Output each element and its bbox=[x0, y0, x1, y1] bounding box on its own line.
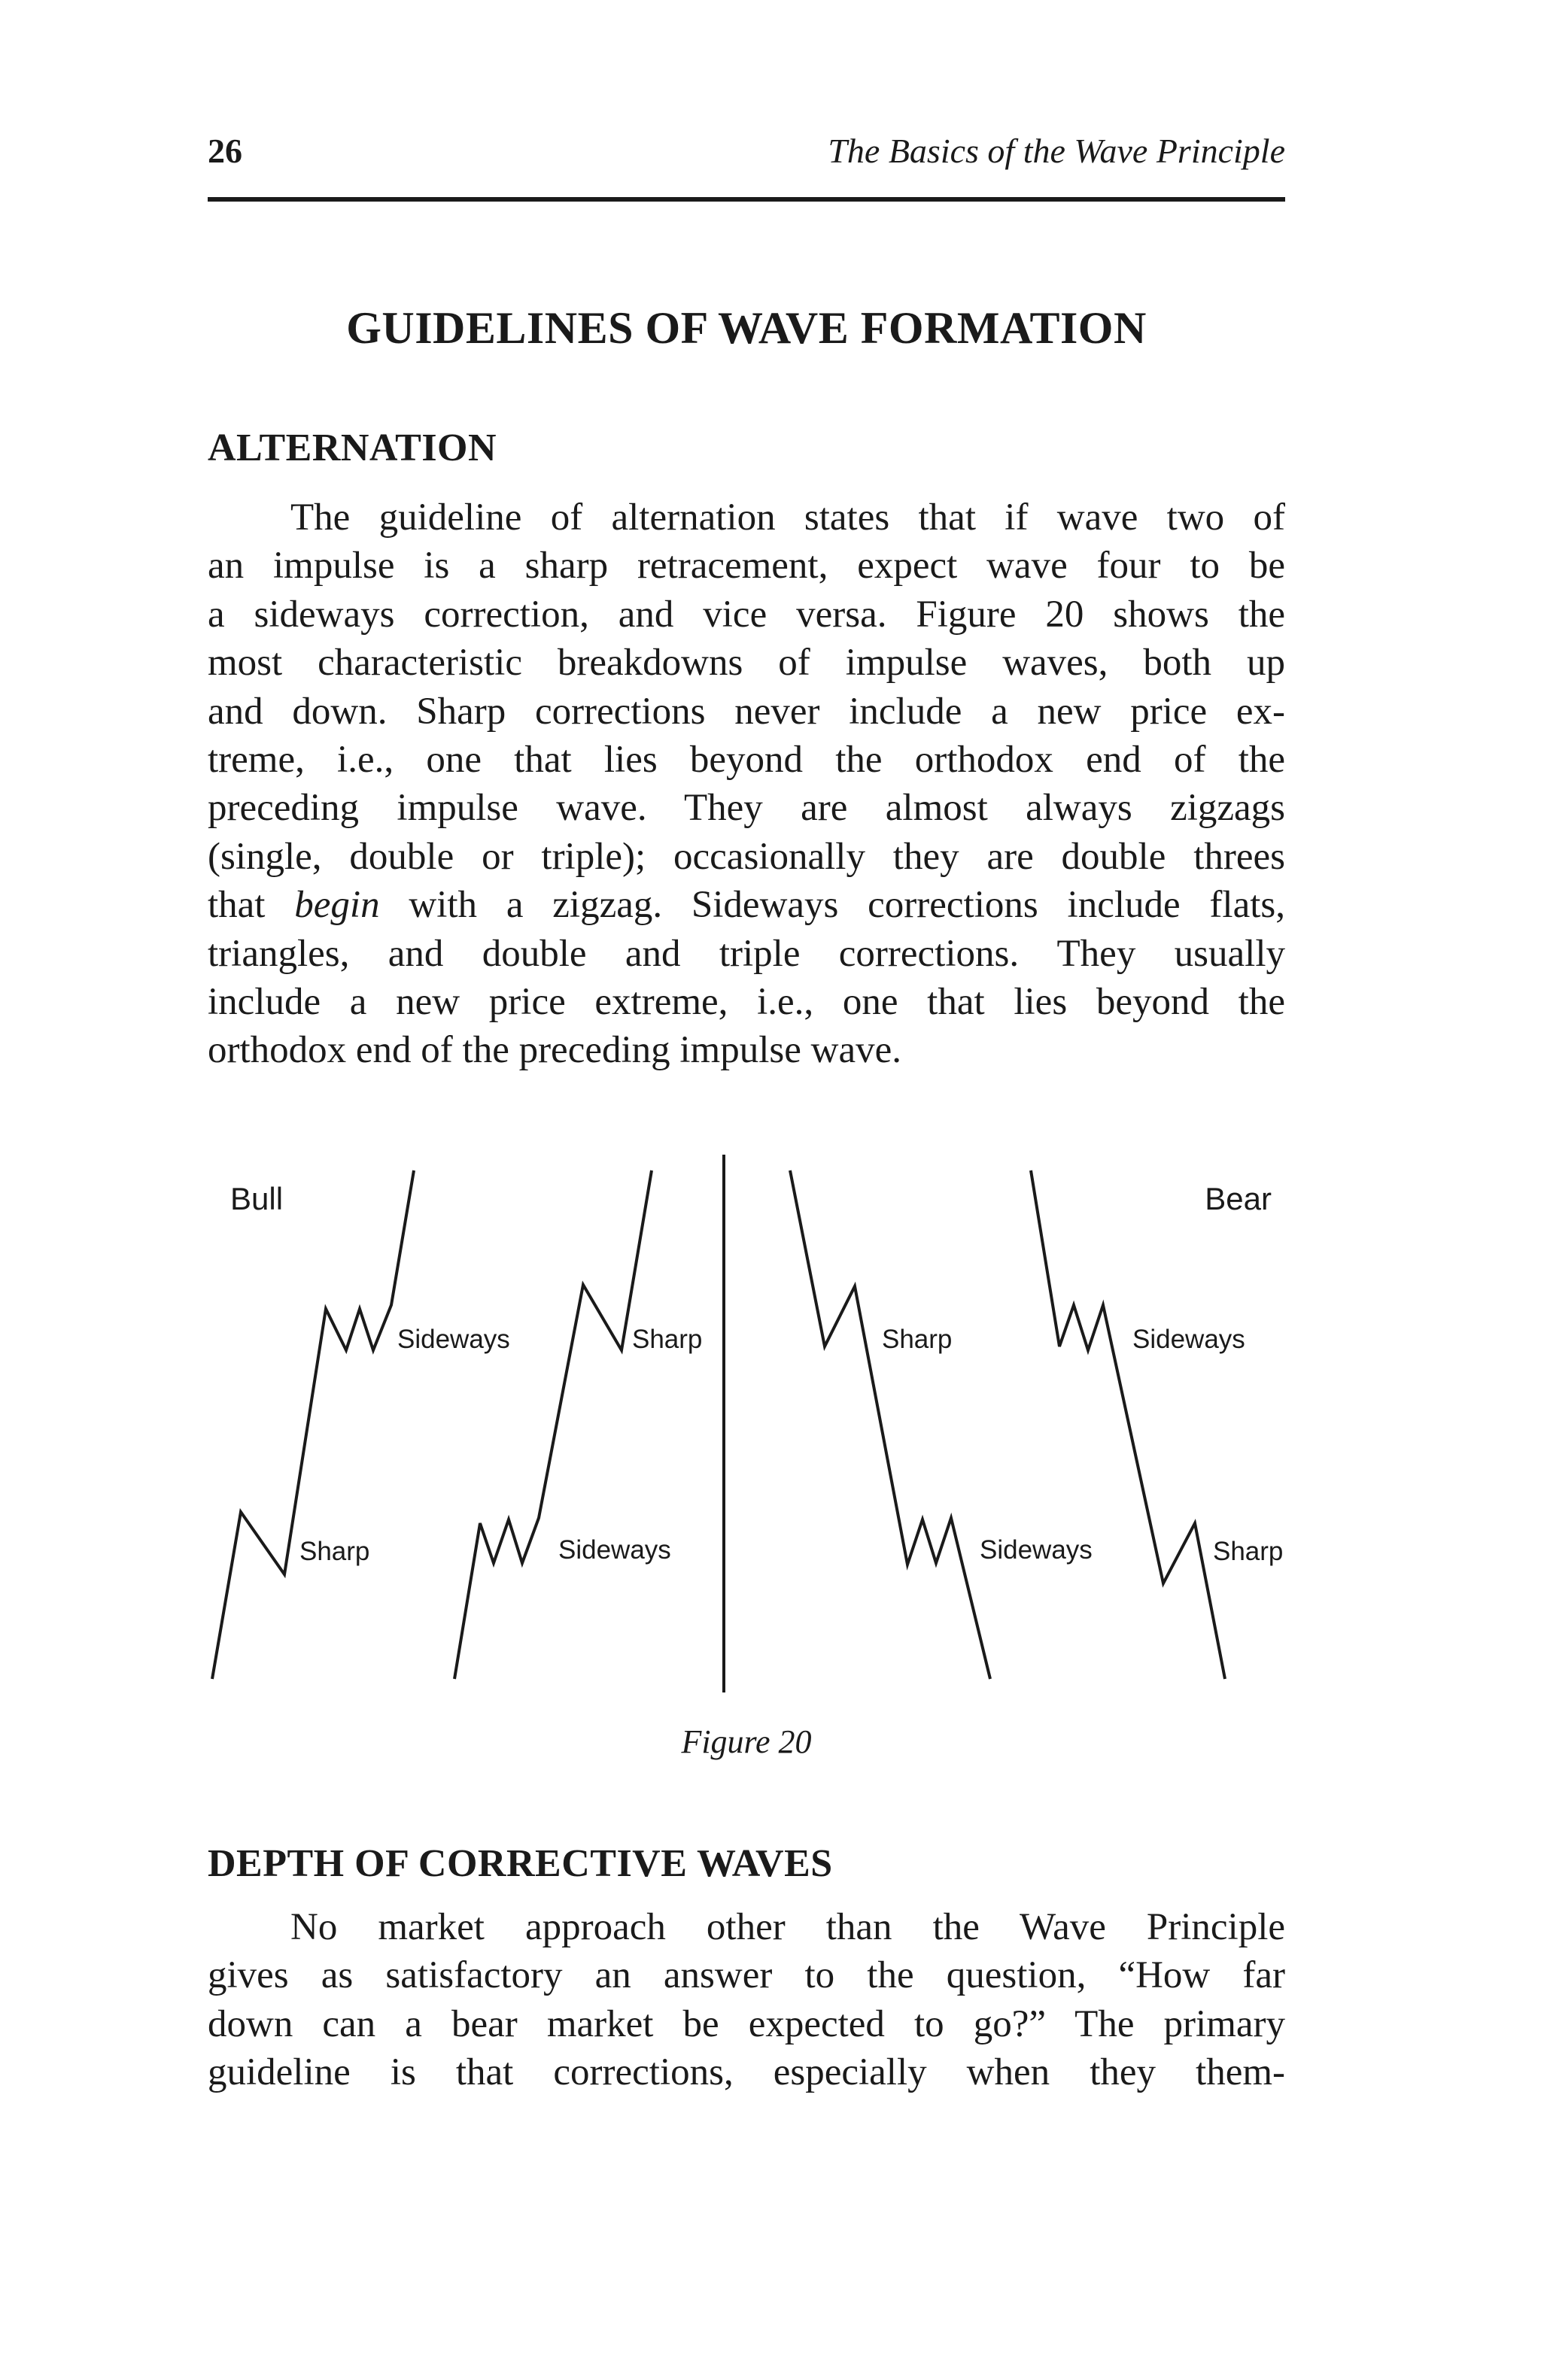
line-segment: that bbox=[208, 884, 295, 927]
paragraph-line: a sideways correction, and vice versa. Figure 20 shows the bbox=[208, 593, 1285, 636]
section-heading-depth: DEPTH OF CORRECTIVE WAVES bbox=[208, 1842, 833, 1885]
paragraph-line: and down. Sharp corrections never include a new price ex- bbox=[208, 690, 1285, 733]
bull-wave-sharp-sideways bbox=[212, 1170, 414, 1679]
pattern-label: Sideways bbox=[980, 1535, 1093, 1565]
bear-label: Bear bbox=[1205, 1181, 1272, 1216]
section-heading-alternation: ALTERNATION bbox=[208, 427, 497, 469]
pattern-label: Sideways bbox=[397, 1325, 510, 1354]
bull-label: Bull bbox=[230, 1181, 284, 1216]
page-number: 26 bbox=[208, 132, 242, 170]
paragraph-line: an impulse is a sharp retracement, expect wave four to be bbox=[208, 545, 1285, 587]
emphasis-begin: begin bbox=[294, 884, 380, 927]
paragraph-line: (single, double or triple); occasionally they are double threes bbox=[208, 835, 1285, 878]
paragraph-line: The guideline of alternation states that if wave two of bbox=[290, 496, 1285, 539]
running-title: The Basics of the Wave Principle bbox=[828, 132, 1285, 170]
pattern-label: Sharp bbox=[632, 1325, 703, 1354]
paragraph-line: orthodox end of the preceding impulse wave. bbox=[208, 1029, 901, 1072]
paragraph-line: triangles, and double and triple corrections. They usually bbox=[208, 932, 1285, 975]
paragraph-depth bbox=[208, 1903, 1285, 2097]
paragraph-line: preceding impulse wave. They are almost always zigzags bbox=[208, 787, 1285, 830]
pattern-label: Sideways bbox=[558, 1535, 671, 1565]
paragraph-line: include a new price extreme, i.e., one that lies beyond the bbox=[208, 980, 1285, 1023]
paragraph-line: down can a bear market be expected to go?” The primary bbox=[208, 2002, 1285, 2045]
paragraph-line: No market approach other than the Wave Principle bbox=[290, 1906, 1285, 1948]
pattern-label: Sharp bbox=[1213, 1537, 1284, 1566]
pattern-label: Sharp bbox=[882, 1325, 953, 1354]
bear-wave-sharp-sideways bbox=[790, 1170, 990, 1679]
bear-wave-sideways-sharp bbox=[1031, 1170, 1225, 1679]
paragraph-line: most characteristic breakdowns of impulse waves, both up bbox=[208, 642, 1285, 685]
main-heading: GUIDELINES OF WAVE FORMATION bbox=[346, 303, 1147, 353]
pattern-label: Sharp bbox=[299, 1537, 370, 1566]
paragraph-line: guideline is that corrections, especially when they them- bbox=[208, 2051, 1285, 2094]
paragraph-line: treme, i.e., one that lies beyond the orthodox end of the bbox=[208, 738, 1285, 781]
paragraph-line: gives as satisfactory an answer to the question, “How far bbox=[208, 1954, 1285, 1997]
figure-caption: Figure 20 bbox=[681, 1723, 812, 1760]
line-segment: with a zigzag. Sideways corrections include flats, bbox=[379, 884, 1285, 927]
bull-wave-sideways-sharp bbox=[454, 1170, 652, 1679]
pattern-label: Sideways bbox=[1132, 1325, 1245, 1354]
